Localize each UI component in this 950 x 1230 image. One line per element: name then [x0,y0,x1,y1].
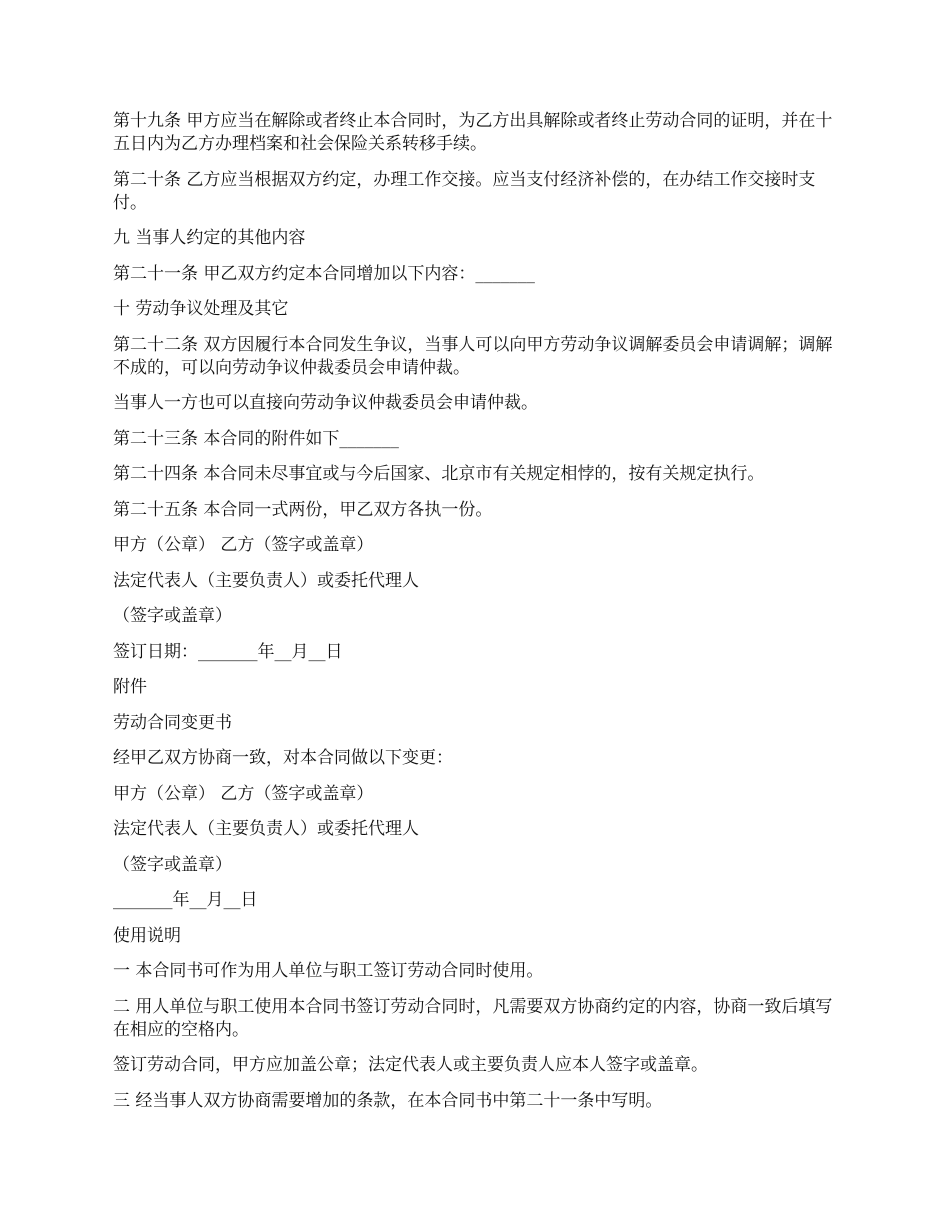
document-page [113,110,833,1125]
article-21: 第二十一条 甲乙双方约定本合同增加以下内容：_______ [113,263,535,284]
appendix-heading: 附件 [113,677,147,697]
party-signatures: 甲方（公章） 乙方（签字或盖章） [113,535,374,555]
instruction-2-seal: 签订劳动合同，甲方应加盖公章；法定代表人或主要负责人应本人签字或盖章。 [113,1055,708,1075]
instruction-1: 一 本合同书可作为用人单位与职工签订劳动合同时使用。 [113,961,544,981]
article-24: 第二十四条 本合同未尽事宜或与今后国家、北京市有关规定相悖的，按有关规定执行。 [113,464,765,484]
legal-representative: 法定代表人（主要负责人）或委托代理人 [113,570,419,591]
article-22: 第二十二条 双方因履行本合同发生争议，当事人可以向甲方劳动争议调解委员会申请调解；调解不成的，可以向劳动争议仲裁委员会申请仲裁。 [113,334,833,378]
amendment-date: _______年__月__日 [113,890,258,910]
amendment-legal-representative: 法定代表人（主要负责人）或委托代理人 [113,819,419,839]
article-19: 第十九条 甲方应当在解除或者终止本合同时，为乙方出具解除或者终止劳动合同的证明，并在十五日内为乙方办理档案和社会保险关系转移手续。 [113,111,833,154]
article-23: 第二十三条 本合同的附件如下_______ [113,428,399,449]
signing-date: 签订日期：_______年__月__日 [113,641,343,662]
amendment-title: 劳动合同变更书 [113,712,232,733]
instruction-3: 三 经当事人双方协商需要增加的条款，在本合同书中第二十一条中写明。 [113,1090,663,1111]
amendment-party-signatures: 甲方（公章） 乙方（签字或盖章） [113,783,374,804]
arbitration-note: 当事人一方也可以直接向劳动争议仲裁委员会申请仲裁。 [113,393,538,413]
section-10-heading: 十 劳动争议处理及其它 [113,299,289,319]
amendment-sign-or-seal: （签字或盖章） [113,854,232,875]
amendment-intro: 经甲乙双方协商一致，对本合同做以下变更： [113,748,453,768]
section-9-heading: 九 当事人约定的其他内容 [113,228,306,248]
article-25: 第二十五条 本合同一式两份，甲乙双方各执一份。 [113,499,493,520]
instructions-heading: 使用说明 [113,925,181,946]
instruction-2: 二 用人单位与职工使用本合同书签订劳动合同时，凡需要双方协商约定的内容，协商一致后填写在相应的空格内。 [113,996,833,1040]
sign-or-seal: （签字或盖章） [113,606,232,626]
article-20: 第二十条 乙方应当根据双方约定，办理工作交接。应当支付经济补偿的，在办结工作交接时支付。 [113,169,816,213]
